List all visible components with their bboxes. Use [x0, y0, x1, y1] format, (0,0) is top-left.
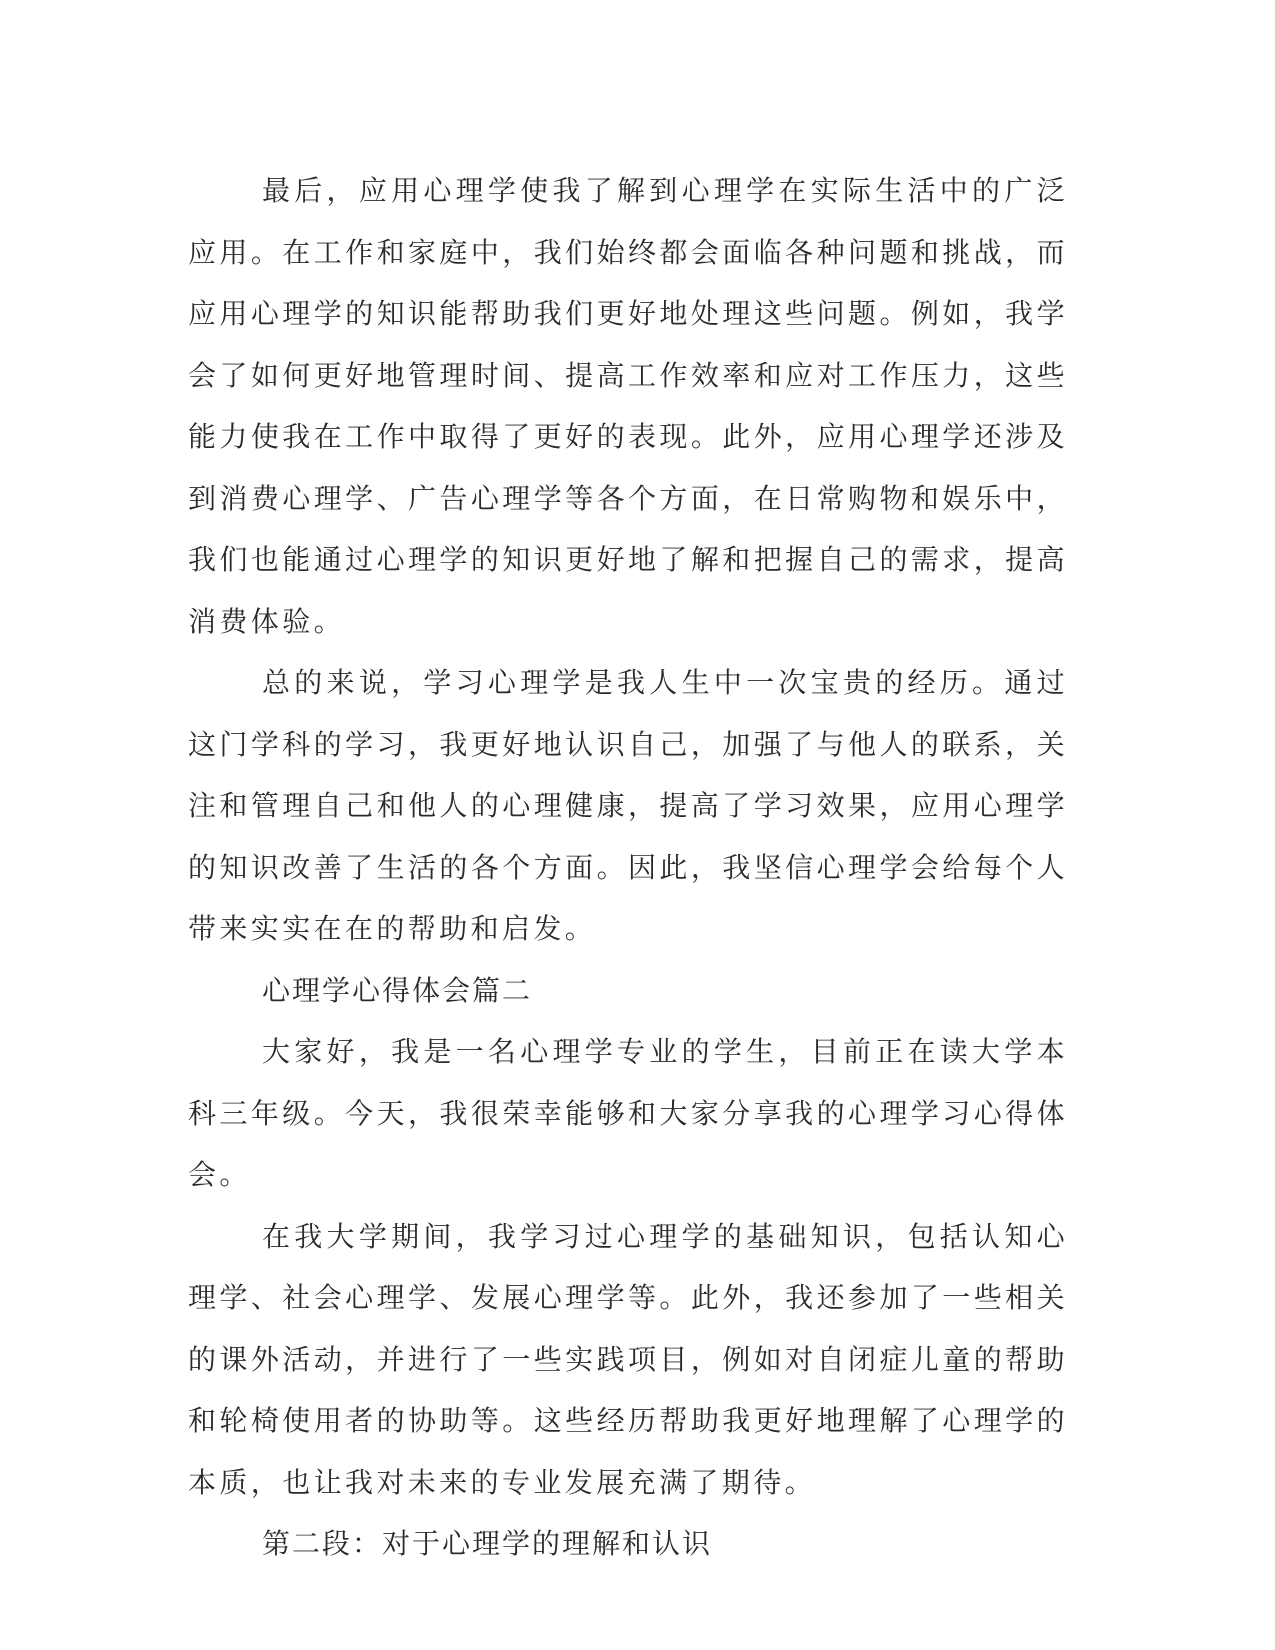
paragraph-introduction: 大家好，我是一名心理学专业的学生，目前正在读大学本科三年级。今天，我很荣幸能够和大家分享我的心理学习心得体会。	[188, 1035, 1068, 1191]
paragraph-applied-psychology: 最后，应用心理学使我了解到心理学在实际生活中的广泛应用。在工作和家庭中，我们始终都会面临各种问题和挑战，而应用心理学的知识能帮助我们更好地处理这些问题。例如，我学会了如何更好地管理时间、提高工作效率和应对工作压力，这些能力使我在工作中取得了更好的表现。此外，应用心理学还涉及到消费心理学、广告心理学等各个方面，在日常购物和娱乐中，我们也能通过心理学的知识更好地了解和把握自己的需求，提高消费体验。	[188, 174, 1068, 638]
section-heading-second-segment: 第二段：对于心理学的理解和认识	[262, 1527, 713, 1560]
section-title-part-two: 心理学心得体会篇二	[262, 973, 533, 1007]
paragraph-university-experience: 在我大学期间，我学习过心理学的基础知识，包括认知心理学、社会心理学、发展心理学等。此外，我还参加了一些相关的课外活动，并进行了一些实践项目，例如对自闭症儿童的帮助和轮椅使用者的协助等。这些经历帮助我更好地理解了心理学的本质，也让我对未来的专业发展充满了期待。	[188, 1219, 1068, 1499]
paragraph-summary: 总的来说，学习心理学是我人生中一次宝贵的经历。通过这门学科的学习，我更好地认识自己，加强了与他人的联系，关注和管理自己和他人的心理健康，提高了学习效果，应用心理学的知识改善了生活的各个方面。因此，我坚信心理学会给每个人带来实实在在的帮助和启发。	[188, 666, 1068, 945]
document-body	[188, 160, 1068, 1575]
